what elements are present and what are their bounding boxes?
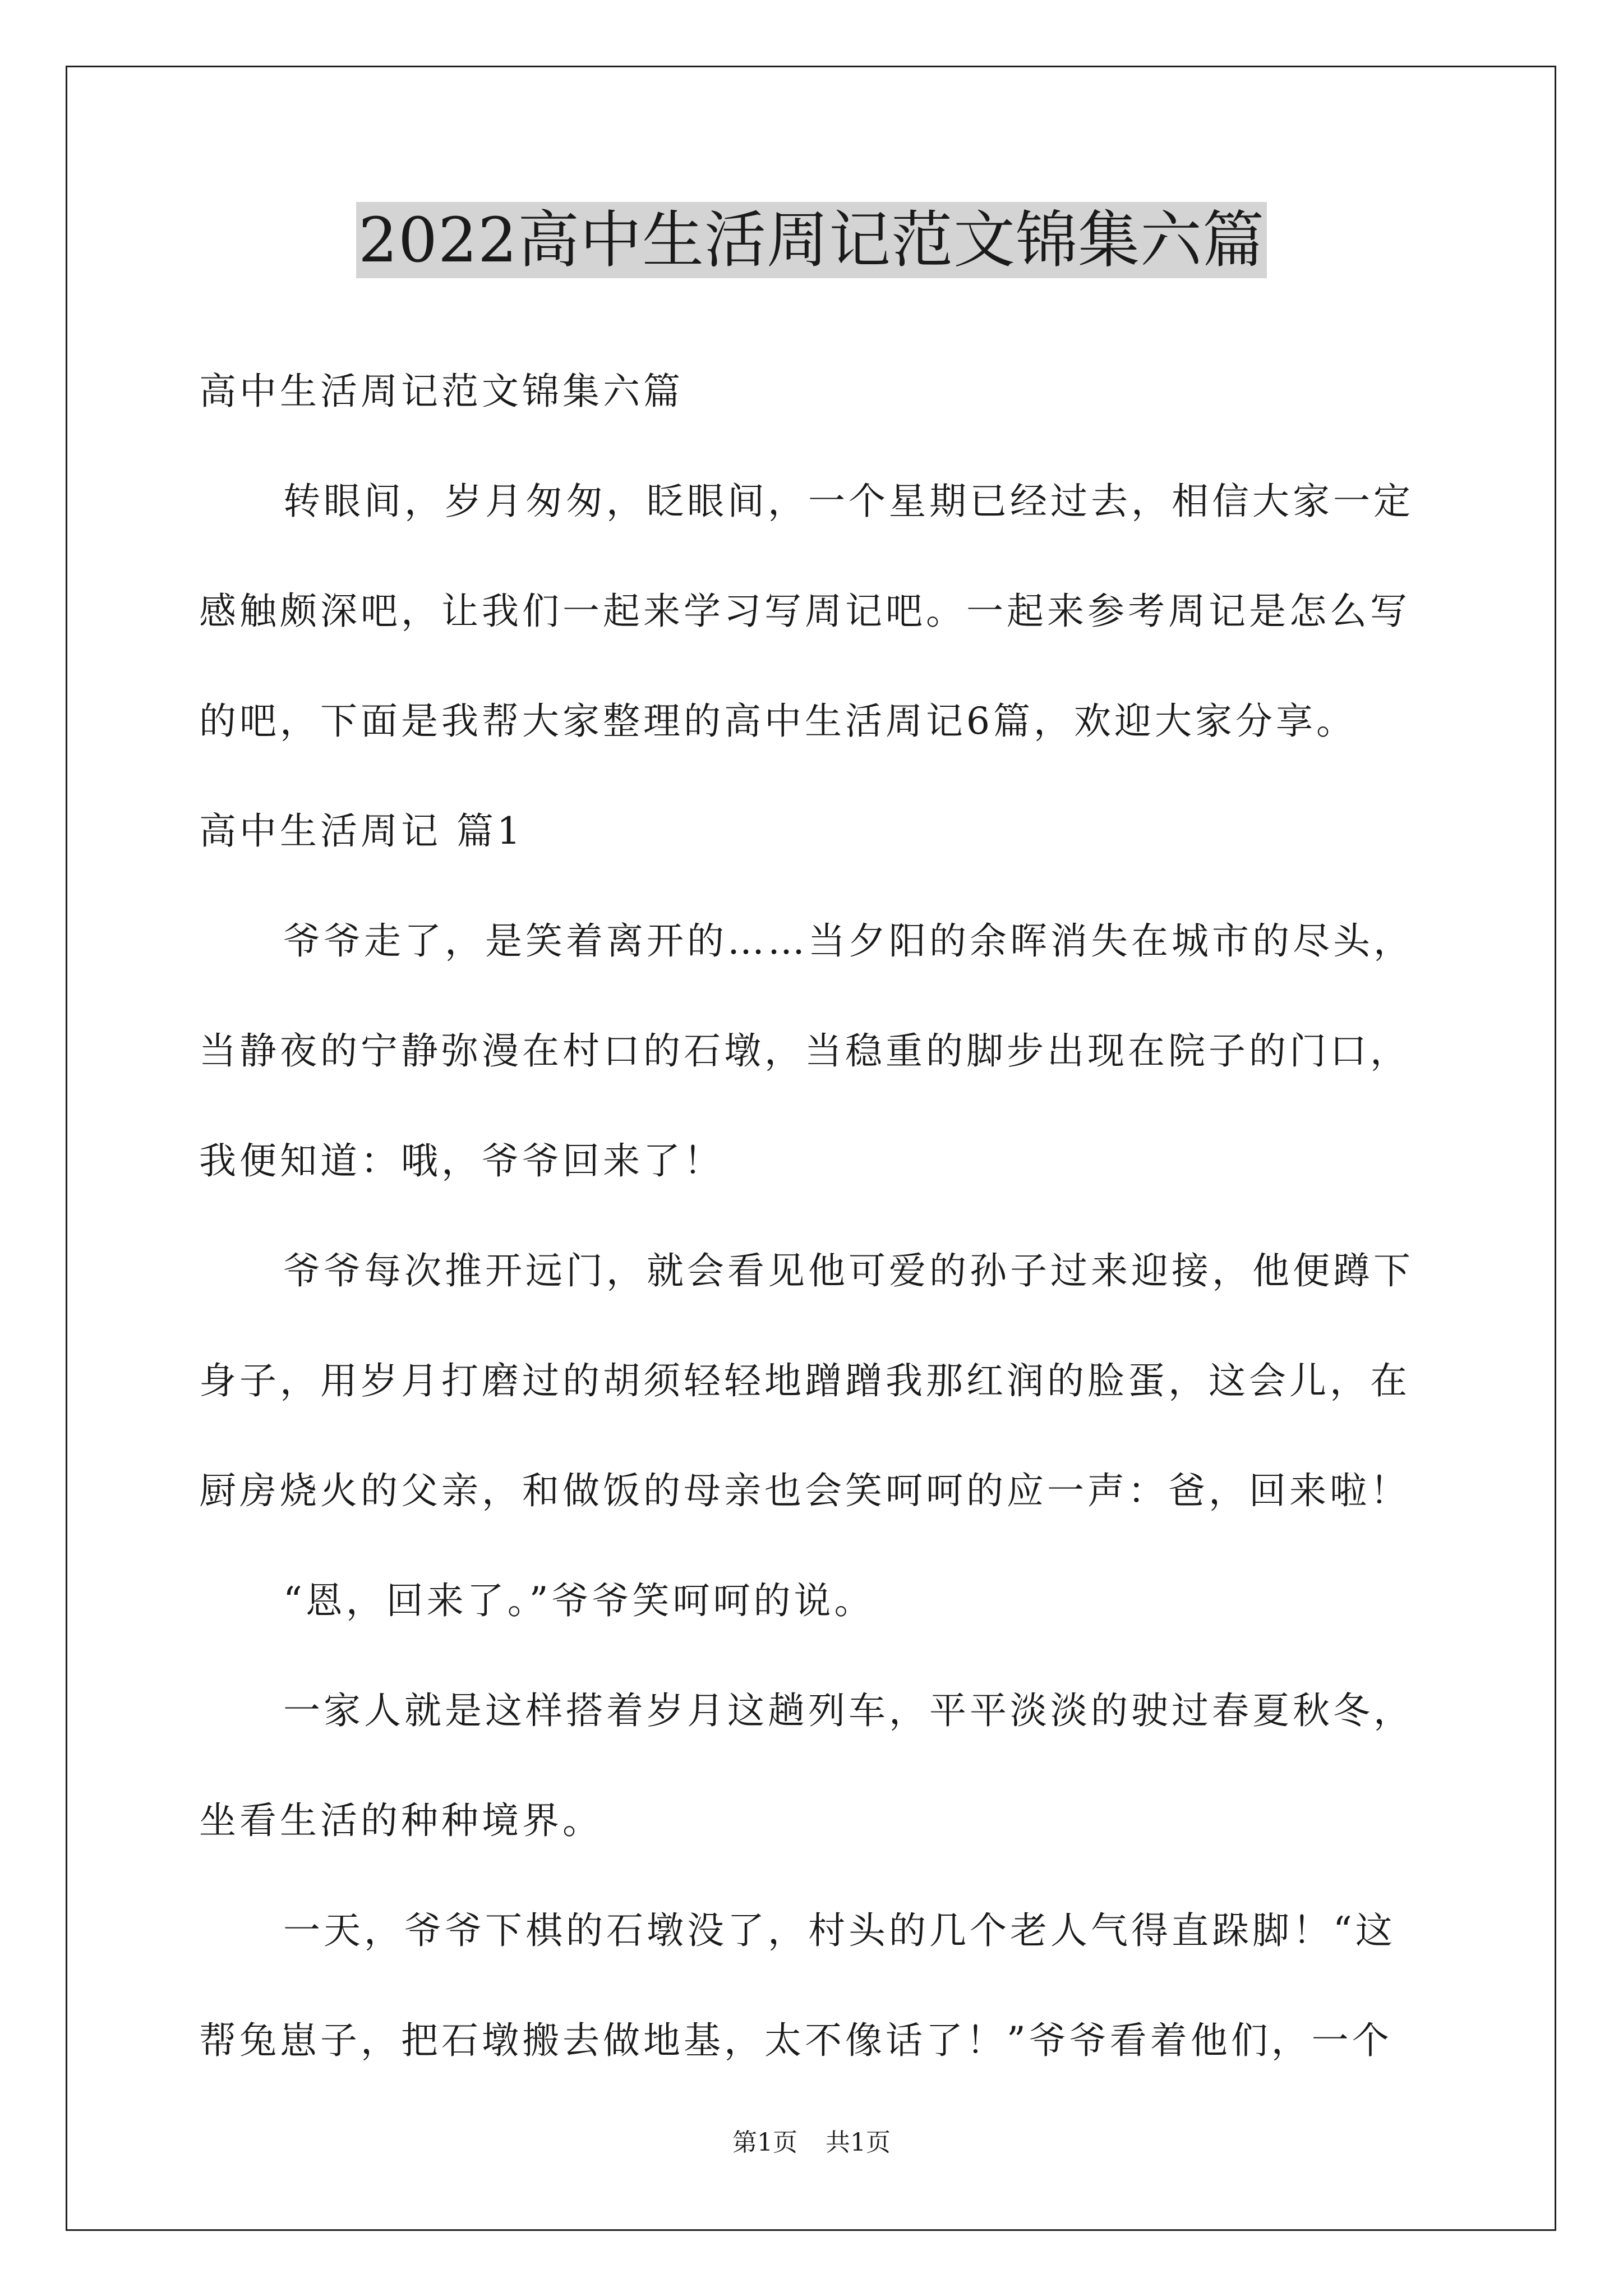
body-paragraph: 爷爷每次推开远门，就会看见他可爱的孙子过来迎接，他便蹲下身子，用岁月打磨过的胡须轻轻地蹭蹭我那红润的脸蛋，这会儿，在厨房烧火的父亲，和做饭的母亲也会笑呵呵的应一声：爸，回来啦！ <box>199 1249 1414 1512</box>
title-container <box>0 202 1623 278</box>
body-paragraph: 爷爷走了，是笑着离开的……当夕阳的余晖消失在城市的尽头，当静夜的宁静弥漫在村口的石墩，当稳重的脚步出现在院子的门口，我便知道：哦，爷爷回来了！ <box>199 919 1414 1182</box>
page-footer <box>0 2126 1623 2160</box>
section-heading: 高中生活周记 篇1 <box>199 809 524 853</box>
intro-paragraph: 转眼间，岁月匆匆，眨眼间，一个星期已经过去，相信大家一定感触颇深吧，让我们一起来学习写周记吧。一起来参考周记是怎么写的吧，下面是我帮大家整理的高中生活周记6篇，欢迎大家分享。 <box>199 480 1414 743</box>
page-number-total: 共1页 <box>826 2128 891 2157</box>
body-paragraph: 一天，爷爷下棋的石墩没了，村头的几个老人气得直跺脚！“这帮兔崽子，把石墩搬去做地基，太不像话了！”爷爷看着他们，一个 <box>199 1909 1396 2062</box>
body-paragraph: “恩，回来了。”爷爷笑呵呵的说。 <box>283 1579 875 1622</box>
page-number-current: 第1页 <box>732 2128 797 2157</box>
subtitle-paragraph: 高中生活周记范文锦集六篇 <box>199 370 684 413</box>
body-paragraph: 一家人就是这样搭着岁月这趟列车，平平淡淡的驶过春夏秋冬，坐看生活的种种境界。 <box>199 1689 1414 1842</box>
document-body <box>199 337 1436 2096</box>
document-title: 2022高中生活周记范文锦集六篇 <box>356 202 1267 278</box>
